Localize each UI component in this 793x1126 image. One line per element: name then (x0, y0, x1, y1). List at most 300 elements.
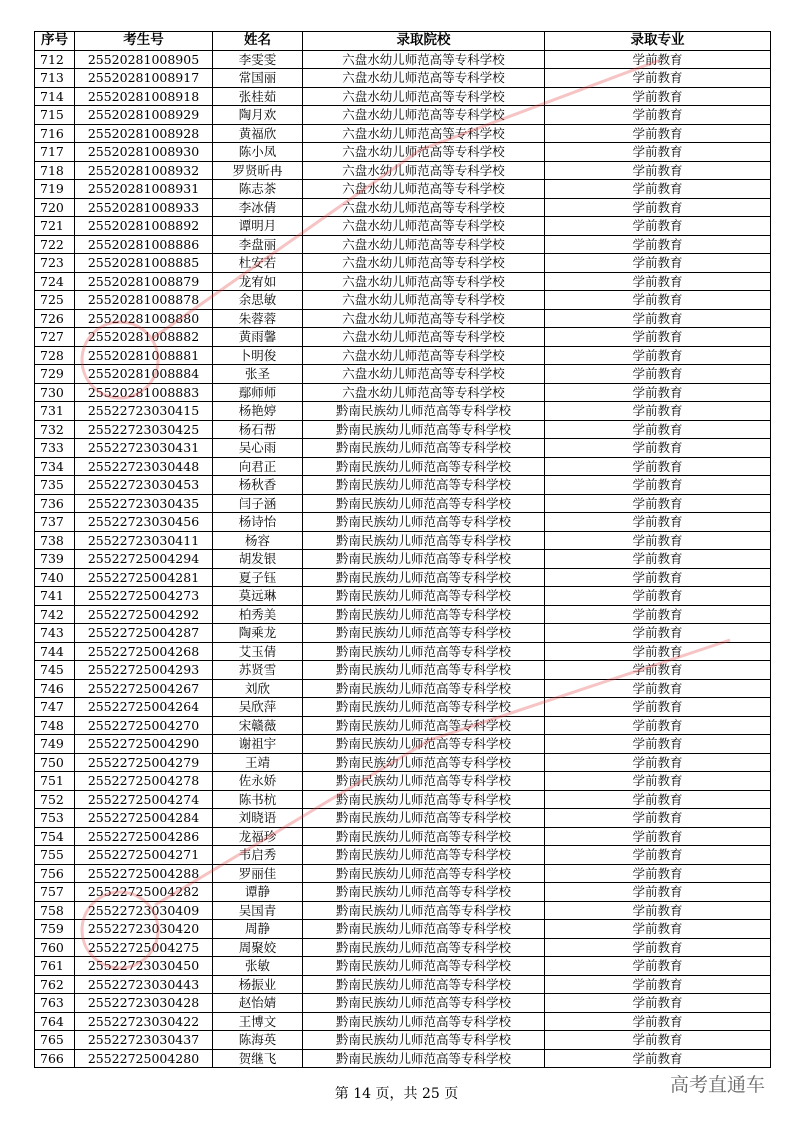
cell-major: 学前教育 (545, 531, 771, 550)
cell-school: 黔南民族幼儿师范高等专科学校 (303, 846, 545, 865)
cell-major: 学前教育 (545, 846, 771, 865)
cell-exam-number: 25520281008929 (75, 106, 213, 125)
cell-school: 黔南民族幼儿师范高等专科学校 (303, 883, 545, 902)
cell-major: 学前教育 (545, 180, 771, 199)
cell-seq: 752 (35, 790, 75, 809)
cell-seq: 745 (35, 661, 75, 680)
cell-school: 黔南民族幼儿师范高等专科学校 (303, 550, 545, 569)
cell-seq: 763 (35, 994, 75, 1013)
cell-name: 李盘丽 (213, 235, 303, 254)
cell-name: 刘欣 (213, 679, 303, 698)
cell-exam-number: 25522725004274 (75, 790, 213, 809)
cell-name: 佐永娇 (213, 772, 303, 791)
table-row (35, 420, 771, 439)
cell-school: 黔南民族幼儿师范高等专科学校 (303, 661, 545, 680)
cell-name: 龙宥如 (213, 272, 303, 291)
table-row (35, 328, 771, 347)
table-row (35, 531, 771, 550)
cell-name: 韦启秀 (213, 846, 303, 865)
cell-seq: 761 (35, 957, 75, 976)
cell-exam-number: 25522723030448 (75, 457, 213, 476)
cell-school: 黔南民族幼儿师范高等专科学校 (303, 1012, 545, 1031)
cell-school: 黔南民族幼儿师范高等专科学校 (303, 568, 545, 587)
cell-major: 学前教育 (545, 50, 771, 69)
cell-seq: 744 (35, 642, 75, 661)
cell-seq: 725 (35, 291, 75, 310)
table-row (35, 679, 771, 698)
cell-major: 学前教育 (545, 254, 771, 273)
cell-school: 六盘水幼儿师范高等专科学校 (303, 87, 545, 106)
cell-exam-number: 25522725004273 (75, 587, 213, 606)
cell-seq: 712 (35, 50, 75, 69)
cell-name: 朱蓉蓉 (213, 309, 303, 328)
cell-major: 学前教育 (545, 587, 771, 606)
cell-name: 莫远琳 (213, 587, 303, 606)
cell-major: 学前教育 (545, 217, 771, 236)
table-row (35, 587, 771, 606)
cell-name: 龙福珍 (213, 827, 303, 846)
cell-school: 黔南民族幼儿师范高等专科学校 (303, 420, 545, 439)
table-row (35, 550, 771, 569)
table-row (35, 309, 771, 328)
cell-major: 学前教育 (545, 235, 771, 254)
table-row (35, 975, 771, 994)
cell-name: 杨秋香 (213, 476, 303, 495)
table-row (35, 864, 771, 883)
table-row (35, 994, 771, 1013)
table-row (35, 605, 771, 624)
cell-name: 余思敏 (213, 291, 303, 310)
cell-school: 黔南民族幼儿师范高等专科学校 (303, 975, 545, 994)
table-row (35, 50, 771, 69)
table-row (35, 920, 771, 939)
table-row (35, 346, 771, 365)
cell-school: 六盘水幼儿师范高等专科学校 (303, 254, 545, 273)
cell-seq: 723 (35, 254, 75, 273)
cell-exam-number: 25522723030453 (75, 476, 213, 495)
cell-name: 杨诗怡 (213, 513, 303, 532)
cell-major: 学前教育 (545, 735, 771, 754)
cell-seq: 762 (35, 975, 75, 994)
header-major: 录取专业 (545, 32, 771, 51)
cell-school: 黔南民族幼儿师范高等专科学校 (303, 476, 545, 495)
table-row (35, 272, 771, 291)
cell-seq: 716 (35, 124, 75, 143)
cell-major: 学前教育 (545, 883, 771, 902)
cell-major: 学前教育 (545, 143, 771, 162)
cell-major: 学前教育 (545, 513, 771, 532)
cell-exam-number: 25522725004279 (75, 753, 213, 772)
cell-exam-number: 25520281008883 (75, 383, 213, 402)
table-row (35, 87, 771, 106)
cell-seq: 754 (35, 827, 75, 846)
cell-name: 陶月欢 (213, 106, 303, 125)
cell-major: 学前教育 (545, 457, 771, 476)
cell-major: 学前教育 (545, 994, 771, 1013)
cell-exam-number: 25522723030425 (75, 420, 213, 439)
cell-exam-number: 25522725004275 (75, 938, 213, 957)
cell-school: 六盘水幼儿师范高等专科学校 (303, 272, 545, 291)
cell-school: 六盘水幼儿师范高等专科学校 (303, 161, 545, 180)
cell-school: 黔南民族幼儿师范高等专科学校 (303, 735, 545, 754)
cell-major: 学前教育 (545, 1012, 771, 1031)
cell-major: 学前教育 (545, 1031, 771, 1050)
cell-seq: 720 (35, 198, 75, 217)
cell-exam-number: 25522723030422 (75, 1012, 213, 1031)
cell-seq: 764 (35, 1012, 75, 1031)
cell-seq: 760 (35, 938, 75, 957)
cell-exam-number: 25522723030443 (75, 975, 213, 994)
table-row (35, 809, 771, 828)
table-row (35, 772, 771, 791)
cell-major: 学前教育 (545, 198, 771, 217)
cell-exam-number: 25520281008918 (75, 87, 213, 106)
cell-school: 六盘水幼儿师范高等专科学校 (303, 235, 545, 254)
cell-exam-number: 25520281008917 (75, 69, 213, 88)
cell-school: 六盘水幼儿师范高等专科学校 (303, 198, 545, 217)
cell-name: 宋赣薇 (213, 716, 303, 735)
cell-exam-number: 25520281008928 (75, 124, 213, 143)
cell-major: 学前教育 (545, 901, 771, 920)
cell-name: 吴欣萍 (213, 698, 303, 717)
header-seq: 序号 (35, 32, 75, 51)
table-row (35, 513, 771, 532)
cell-seq: 719 (35, 180, 75, 199)
cell-name: 王博文 (213, 1012, 303, 1031)
cell-name: 杨容 (213, 531, 303, 550)
cell-name: 李冰倩 (213, 198, 303, 217)
cell-seq: 742 (35, 605, 75, 624)
cell-exam-number: 25522725004294 (75, 550, 213, 569)
cell-name: 鄢师师 (213, 383, 303, 402)
table-row (35, 217, 771, 236)
table-row (35, 457, 771, 476)
cell-exam-number: 25522723030411 (75, 531, 213, 550)
cell-school: 黔南民族幼儿师范高等专科学校 (303, 457, 545, 476)
cell-name: 周聚姣 (213, 938, 303, 957)
cell-name: 李雯雯 (213, 50, 303, 69)
table-row (35, 753, 771, 772)
table-row (35, 254, 771, 273)
cell-seq: 746 (35, 679, 75, 698)
cell-school: 黔南民族幼儿师范高等专科学校 (303, 439, 545, 458)
cell-major: 学前教育 (545, 975, 771, 994)
cell-name: 张桂茹 (213, 87, 303, 106)
cell-name: 王靖 (213, 753, 303, 772)
cell-seq: 750 (35, 753, 75, 772)
cell-school: 六盘水幼儿师范高等专科学校 (303, 365, 545, 384)
table-row (35, 439, 771, 458)
table-row (35, 494, 771, 513)
table-row (35, 716, 771, 735)
cell-name: 陈志茶 (213, 180, 303, 199)
cell-school: 黔南民族幼儿师范高等专科学校 (303, 494, 545, 513)
cell-seq: 738 (35, 531, 75, 550)
cell-seq: 749 (35, 735, 75, 754)
table-row (35, 291, 771, 310)
cell-school: 六盘水幼儿师范高等专科学校 (303, 328, 545, 347)
cell-major: 学前教育 (545, 328, 771, 347)
cell-major: 学前教育 (545, 346, 771, 365)
table-row (35, 124, 771, 143)
cell-school: 黔南民族幼儿师范高等专科学校 (303, 679, 545, 698)
cell-exam-number: 25522725004284 (75, 809, 213, 828)
table-row (35, 143, 771, 162)
cell-school: 六盘水幼儿师范高等专科学校 (303, 69, 545, 88)
cell-seq: 766 (35, 1049, 75, 1068)
cell-exam-number: 25520281008886 (75, 235, 213, 254)
cell-school: 黔南民族幼儿师范高等专科学校 (303, 716, 545, 735)
cell-exam-number: 25522725004286 (75, 827, 213, 846)
cell-major: 学前教育 (545, 679, 771, 698)
cell-school: 黔南民族幼儿师范高等专科学校 (303, 772, 545, 791)
cell-exam-number: 25522725004268 (75, 642, 213, 661)
cell-exam-number: 25522723030450 (75, 957, 213, 976)
table-row (35, 1031, 771, 1050)
cell-major: 学前教育 (545, 790, 771, 809)
cell-major: 学前教育 (545, 624, 771, 643)
cell-school: 六盘水幼儿师范高等专科学校 (303, 106, 545, 125)
cell-exam-number: 25520281008933 (75, 198, 213, 217)
cell-major: 学前教育 (545, 1049, 771, 1068)
cell-exam-number: 25520281008905 (75, 50, 213, 69)
cell-seq: 751 (35, 772, 75, 791)
cell-major: 学前教育 (545, 698, 771, 717)
cell-name: 谭明月 (213, 217, 303, 236)
cell-name: 艾玉倩 (213, 642, 303, 661)
cell-seq: 747 (35, 698, 75, 717)
admission-table (34, 31, 771, 1068)
cell-school: 黔南民族幼儿师范高等专科学校 (303, 994, 545, 1013)
cell-school: 六盘水幼儿师范高等专科学校 (303, 309, 545, 328)
cell-school: 六盘水幼儿师范高等专科学校 (303, 217, 545, 236)
cell-name: 杨振业 (213, 975, 303, 994)
cell-school: 黔南民族幼儿师范高等专科学校 (303, 957, 545, 976)
cell-school: 六盘水幼儿师范高等专科学校 (303, 383, 545, 402)
cell-school: 六盘水幼儿师范高等专科学校 (303, 124, 545, 143)
cell-school: 黔南民族幼儿师范高等专科学校 (303, 920, 545, 939)
cell-exam-number: 25522725004267 (75, 679, 213, 698)
table-row (35, 698, 771, 717)
header-name: 姓名 (213, 32, 303, 51)
cell-exam-number: 25522725004292 (75, 605, 213, 624)
cell-exam-number: 25522725004271 (75, 846, 213, 865)
cell-school: 黔南民族幼儿师范高等专科学校 (303, 809, 545, 828)
cell-name: 陈书杭 (213, 790, 303, 809)
cell-name: 周静 (213, 920, 303, 939)
cell-exam-number: 25522725004264 (75, 698, 213, 717)
cell-major: 学前教育 (545, 420, 771, 439)
cell-name: 谭静 (213, 883, 303, 902)
cell-major: 学前教育 (545, 753, 771, 772)
cell-seq: 748 (35, 716, 75, 735)
cell-seq: 737 (35, 513, 75, 532)
cell-major: 学前教育 (545, 494, 771, 513)
cell-seq: 740 (35, 568, 75, 587)
cell-seq: 759 (35, 920, 75, 939)
cell-name: 吴心雨 (213, 439, 303, 458)
cell-exam-number: 25522725004270 (75, 716, 213, 735)
table-row (35, 365, 771, 384)
cell-school: 黔南民族幼儿师范高等专科学校 (303, 1049, 545, 1068)
cell-major: 学前教育 (545, 383, 771, 402)
cell-exam-number: 25522723030420 (75, 920, 213, 939)
cell-exam-number: 25520281008878 (75, 291, 213, 310)
cell-school: 六盘水幼儿师范高等专科学校 (303, 180, 545, 199)
cell-school: 黔南民族幼儿师范高等专科学校 (303, 513, 545, 532)
cell-name: 赵怡婧 (213, 994, 303, 1013)
cell-exam-number: 25520281008881 (75, 346, 213, 365)
cell-major: 学前教育 (545, 69, 771, 88)
cell-seq: 758 (35, 901, 75, 920)
cell-name: 罗贤昕冉 (213, 161, 303, 180)
table-row (35, 827, 771, 846)
cell-major: 学前教育 (545, 938, 771, 957)
cell-seq: 739 (35, 550, 75, 569)
table-row (35, 476, 771, 495)
cell-seq: 726 (35, 309, 75, 328)
cell-seq: 728 (35, 346, 75, 365)
cell-school: 黔南民族幼儿师范高等专科学校 (303, 938, 545, 957)
cell-exam-number: 25522723030437 (75, 1031, 213, 1050)
table-row (35, 735, 771, 754)
table-row (35, 642, 771, 661)
cell-name: 刘晓语 (213, 809, 303, 828)
cell-seq: 729 (35, 365, 75, 384)
cell-major: 学前教育 (545, 439, 771, 458)
cell-school: 黔南民族幼儿师范高等专科学校 (303, 698, 545, 717)
cell-exam-number: 25520281008931 (75, 180, 213, 199)
table-row (35, 69, 771, 88)
cell-name: 张敏 (213, 957, 303, 976)
table-body (35, 50, 771, 1068)
cell-major: 学前教育 (545, 772, 771, 791)
cell-seq: 722 (35, 235, 75, 254)
cell-exam-number: 25522725004293 (75, 661, 213, 680)
cell-seq: 753 (35, 809, 75, 828)
cell-school: 黔南民族幼儿师范高等专科学校 (303, 605, 545, 624)
brand-label: 高考直通车 (669, 1074, 765, 1096)
table-row (35, 846, 771, 865)
cell-name: 陈海英 (213, 1031, 303, 1050)
table-row (35, 1012, 771, 1031)
cell-major: 学前教育 (545, 957, 771, 976)
cell-name: 黄福欣 (213, 124, 303, 143)
cell-major: 学前教育 (545, 809, 771, 828)
cell-seq: 731 (35, 402, 75, 421)
cell-name: 闫子涵 (213, 494, 303, 513)
cell-seq: 733 (35, 439, 75, 458)
table-row (35, 180, 771, 199)
cell-exam-number: 25522723030435 (75, 494, 213, 513)
cell-major: 学前教育 (545, 309, 771, 328)
cell-name: 张圣 (213, 365, 303, 384)
cell-seq: 756 (35, 864, 75, 883)
cell-exam-number: 25522725004287 (75, 624, 213, 643)
table-row (35, 198, 771, 217)
cell-seq: 736 (35, 494, 75, 513)
cell-seq: 721 (35, 217, 75, 236)
cell-exam-number: 25522725004282 (75, 883, 213, 902)
cell-major: 学前教育 (545, 87, 771, 106)
cell-school: 黔南民族幼儿师范高等专科学校 (303, 531, 545, 550)
cell-school: 六盘水幼儿师范高等专科学校 (303, 50, 545, 69)
cell-seq: 730 (35, 383, 75, 402)
cell-name: 苏贤雪 (213, 661, 303, 680)
cell-exam-number: 25520281008885 (75, 254, 213, 273)
cell-exam-number: 25520281008932 (75, 161, 213, 180)
cell-exam-number: 25520281008879 (75, 272, 213, 291)
cell-exam-number: 25522723030431 (75, 439, 213, 458)
cell-school: 六盘水幼儿师范高等专科学校 (303, 346, 545, 365)
cell-major: 学前教育 (545, 827, 771, 846)
cell-major: 学前教育 (545, 161, 771, 180)
cell-school: 黔南民族幼儿师范高等专科学校 (303, 1031, 545, 1050)
cell-name: 谢祖宇 (213, 735, 303, 754)
table-row (35, 624, 771, 643)
cell-exam-number: 25520281008892 (75, 217, 213, 236)
cell-school: 黔南民族幼儿师范高等专科学校 (303, 864, 545, 883)
cell-major: 学前教育 (545, 716, 771, 735)
table-row (35, 383, 771, 402)
cell-school: 黔南民族幼儿师范高等专科学校 (303, 587, 545, 606)
cell-school: 黔南民族幼儿师范高等专科学校 (303, 624, 545, 643)
table-row (35, 106, 771, 125)
cell-seq: 741 (35, 587, 75, 606)
cell-seq: 717 (35, 143, 75, 162)
cell-school: 黔南民族幼儿师范高等专科学校 (303, 790, 545, 809)
cell-exam-number: 25522725004280 (75, 1049, 213, 1068)
cell-name: 陈小凤 (213, 143, 303, 162)
cell-school: 黔南民族幼儿师范高等专科学校 (303, 827, 545, 846)
cell-seq: 715 (35, 106, 75, 125)
cell-major: 学前教育 (545, 550, 771, 569)
cell-seq: 713 (35, 69, 75, 88)
cell-seq: 765 (35, 1031, 75, 1050)
cell-name: 杨艳婷 (213, 402, 303, 421)
cell-major: 学前教育 (545, 124, 771, 143)
cell-school: 黔南民族幼儿师范高等专科学校 (303, 642, 545, 661)
cell-seq: 718 (35, 161, 75, 180)
cell-name: 贺继飞 (213, 1049, 303, 1068)
table-row (35, 161, 771, 180)
cell-major: 学前教育 (545, 476, 771, 495)
header-exam-number: 考生号 (75, 32, 213, 51)
cell-major: 学前教育 (545, 864, 771, 883)
cell-major: 学前教育 (545, 642, 771, 661)
cell-major: 学前教育 (545, 402, 771, 421)
cell-name: 黄雨馨 (213, 328, 303, 347)
table-header-row (35, 32, 771, 51)
cell-exam-number: 25522725004281 (75, 568, 213, 587)
cell-seq: 732 (35, 420, 75, 439)
cell-school: 黔南民族幼儿师范高等专科学校 (303, 402, 545, 421)
cell-name: 常国丽 (213, 69, 303, 88)
table-row (35, 568, 771, 587)
cell-major: 学前教育 (545, 106, 771, 125)
cell-seq: 757 (35, 883, 75, 902)
cell-major: 学前教育 (545, 365, 771, 384)
cell-exam-number: 25522725004278 (75, 772, 213, 791)
cell-seq: 755 (35, 846, 75, 865)
cell-name: 罗丽佳 (213, 864, 303, 883)
table-row (35, 901, 771, 920)
cell-exam-number: 25522725004288 (75, 864, 213, 883)
cell-exam-number: 25522725004290 (75, 735, 213, 754)
table-row (35, 235, 771, 254)
cell-seq: 714 (35, 87, 75, 106)
cell-seq: 743 (35, 624, 75, 643)
